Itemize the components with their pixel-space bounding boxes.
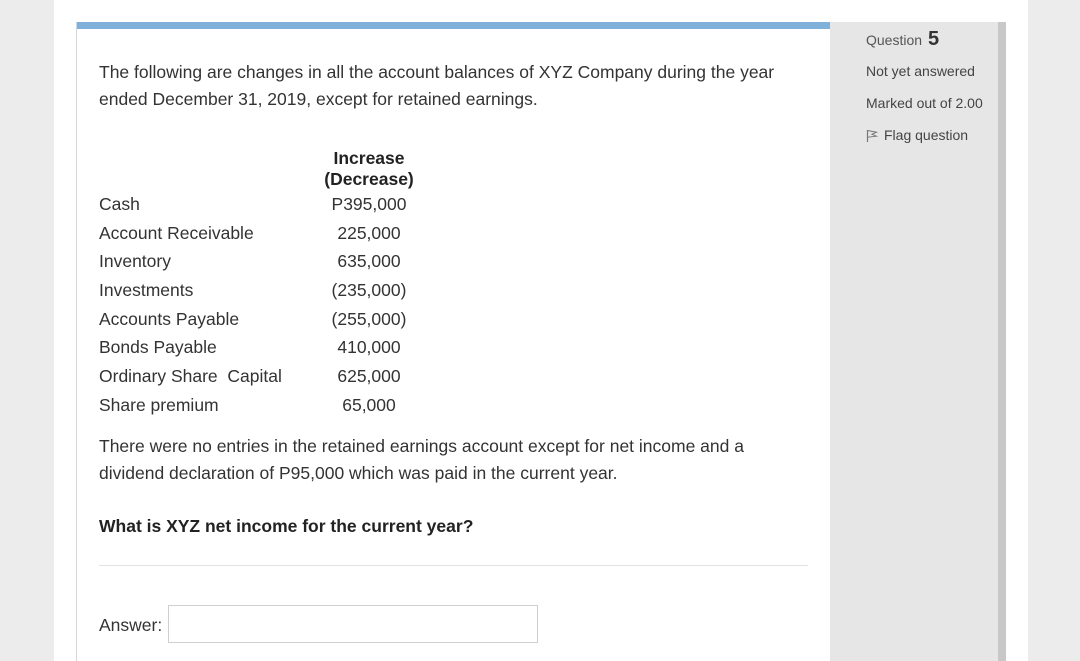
table-row [99, 276, 450, 305]
account-change-amount: (235,000) [331, 279, 407, 300]
flag-question-link[interactable] [866, 126, 968, 143]
account-changes-table [99, 148, 450, 420]
question-info-panel [830, 22, 998, 661]
account-column-header [99, 148, 288, 190]
question-prompt: What is XYZ net income for the current year? [99, 516, 474, 536]
account-change-amount: 65,000 [342, 394, 396, 415]
question-number-label: Question [866, 32, 923, 48]
answer-label: Answer: [99, 615, 163, 635]
account-change-amount: 410,000 [337, 337, 401, 358]
table-row [99, 333, 450, 362]
table-row [99, 362, 450, 391]
table-row [99, 190, 450, 219]
account-name: Ordinary Share Capital [99, 365, 282, 386]
question-state: Not yet answered [866, 63, 975, 79]
answer-divider [99, 565, 808, 566]
answer-input[interactable] [168, 605, 538, 643]
question-note-text: There were no entries in the retained earnings account except for net income and a dividend declaration of P95,000 which was paid in the current year. [99, 436, 744, 483]
account-change-amount: 225,000 [337, 222, 401, 243]
account-change-amount: (255,000) [331, 308, 407, 329]
question-content-panel [76, 22, 831, 661]
table-row [99, 219, 450, 248]
question-number-value: 5 [927, 28, 940, 50]
account-name: Account Receivable [99, 222, 254, 243]
account-name: Bonds Payable [99, 337, 217, 358]
question-accent-bar [77, 22, 830, 29]
flag-icon [866, 129, 878, 143]
account-name: Investments [99, 279, 194, 300]
increase-decrease-header: Increase (Decrease) [324, 148, 414, 189]
question-grade: Marked out of 2.00 [866, 95, 983, 111]
account-name: Inventory [99, 251, 171, 272]
table-row [99, 247, 450, 276]
table-row [99, 391, 450, 420]
account-name: Cash [99, 193, 140, 214]
account-change-amount: P395,000 [331, 193, 407, 214]
question-intro-text: The following are changes in all the account balances of XYZ Company during the year ended December 31, 2019, except for retained earnings. [99, 62, 775, 109]
table-row [99, 305, 450, 334]
question-number [866, 28, 939, 51]
account-name: Accounts Payable [99, 308, 240, 329]
account-change-amount: 635,000 [337, 251, 401, 272]
account-name: Share premium [99, 394, 219, 415]
table-header-row [99, 148, 450, 190]
info-panel-border [998, 22, 1006, 661]
flag-question-label: Flag question [884, 126, 969, 143]
account-change-amount: 625,000 [337, 365, 401, 386]
